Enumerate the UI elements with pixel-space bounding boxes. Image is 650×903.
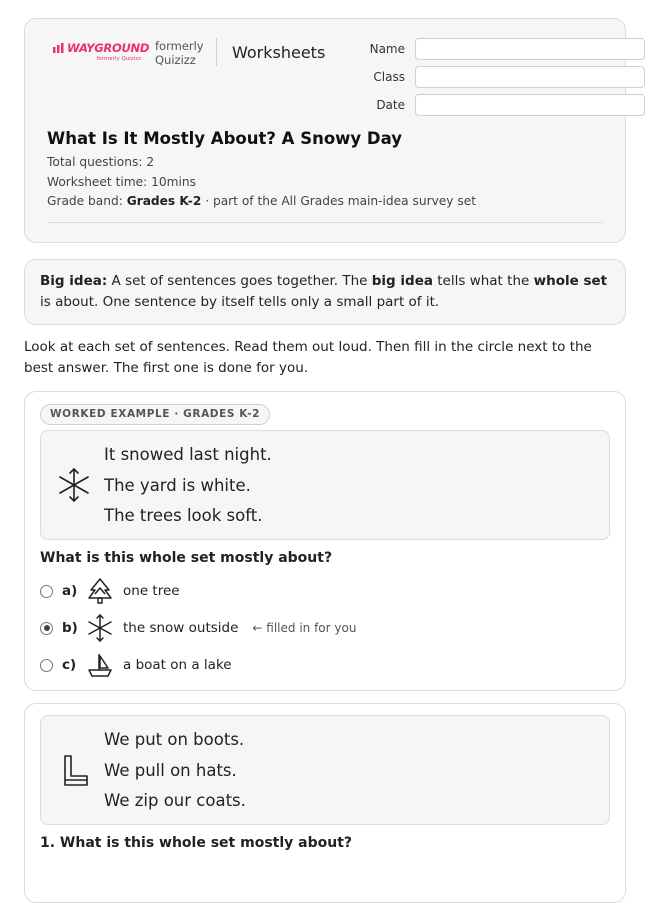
section-label: Worksheets xyxy=(232,43,326,62)
option-b[interactable] xyxy=(40,613,356,643)
option-letter: b) xyxy=(62,620,78,636)
wayground-logo xyxy=(53,41,150,62)
formerly-line: formerly xyxy=(155,39,204,53)
worksheet-header xyxy=(24,18,626,243)
name-field[interactable] xyxy=(415,38,645,60)
sentence-list xyxy=(104,725,246,817)
sentence: It snowed last night. xyxy=(104,445,272,464)
worksheet-time: Worksheet time: 10mins xyxy=(47,174,196,189)
name-label: Name xyxy=(369,42,405,56)
header-rule xyxy=(47,222,603,223)
grade-band xyxy=(47,192,476,212)
big-idea-box xyxy=(24,259,626,325)
tree-icon xyxy=(86,577,114,605)
worked-example-card xyxy=(24,391,626,691)
option-text: a boat on a lake xyxy=(123,657,232,673)
radio-button[interactable] xyxy=(40,659,53,672)
question-1-card xyxy=(24,703,626,903)
big-idea-text: is about. One sentence by itself tells only a small part of it. xyxy=(40,294,440,310)
big-idea-term: big idea xyxy=(371,273,433,289)
grade-band-rest: · part of the All Grades main-idea survey set xyxy=(205,194,477,208)
header-divider xyxy=(216,38,217,66)
option-letter: c) xyxy=(62,657,77,673)
total-questions: Total questions: 2 xyxy=(47,155,155,169)
formerly-note xyxy=(155,39,204,67)
boot-icon xyxy=(57,752,91,788)
radio-button-selected[interactable] xyxy=(40,622,53,635)
question-prompt: 1. What is this whole set mostly about? xyxy=(40,835,353,851)
sentence-list xyxy=(104,440,272,532)
example-tag: WORKED EXAMPLE · GRADES K-2 xyxy=(40,404,270,425)
date-field[interactable] xyxy=(415,94,645,116)
logo-wordmark xyxy=(53,41,150,55)
logo-text: WAYGROUND xyxy=(67,41,150,55)
big-idea-text: A set of sentences goes together. The xyxy=(111,273,368,289)
filled-in-note: ← filled in for you xyxy=(252,621,357,635)
worksheet-title: What Is It Mostly About? A Snowy Day xyxy=(47,129,402,148)
boat-icon xyxy=(86,651,114,679)
sentence: The trees look soft. xyxy=(104,506,263,525)
sentence: We put on boots. xyxy=(104,730,245,749)
quizizz-line: Quizizz xyxy=(155,53,196,67)
grade-band-label: Grade band: xyxy=(47,194,123,208)
big-idea-text: tells what the xyxy=(437,273,530,289)
snowflake-icon xyxy=(57,467,91,503)
option-c[interactable] xyxy=(40,650,232,680)
class-row xyxy=(343,65,645,89)
class-label: Class xyxy=(373,70,405,84)
option-text: the snow outside xyxy=(123,620,239,636)
sentence-box xyxy=(40,430,610,540)
logo-subtitle: formerly Quizizz xyxy=(96,56,141,62)
sentence-box xyxy=(40,715,610,825)
sentence: We pull on hats. xyxy=(104,760,237,780)
sentence: The yard is white. xyxy=(104,475,251,495)
worksheet-meta xyxy=(47,153,476,212)
name-row xyxy=(343,37,645,61)
instructions: Look at each set of sentences. Read them out loud. Then fill in the circle next to the best answer. The first one is done for you. xyxy=(24,339,592,376)
question-prompt: What is this whole set mostly about? xyxy=(40,550,333,566)
date-label: Date xyxy=(376,98,405,112)
option-a[interactable] xyxy=(40,576,180,606)
option-text: one tree xyxy=(123,583,180,599)
grade-band-value: Grades K-2 xyxy=(126,194,202,208)
radio-button[interactable] xyxy=(40,585,53,598)
sentence: We zip our coats. xyxy=(104,791,246,810)
option-letter: a) xyxy=(62,583,78,599)
whole-set-term: whole set xyxy=(533,273,608,289)
date-row xyxy=(343,93,645,117)
big-idea-label: Big idea: xyxy=(40,273,108,289)
snowflake-icon xyxy=(86,614,114,642)
student-fields xyxy=(343,37,645,121)
class-field[interactable] xyxy=(415,66,645,88)
